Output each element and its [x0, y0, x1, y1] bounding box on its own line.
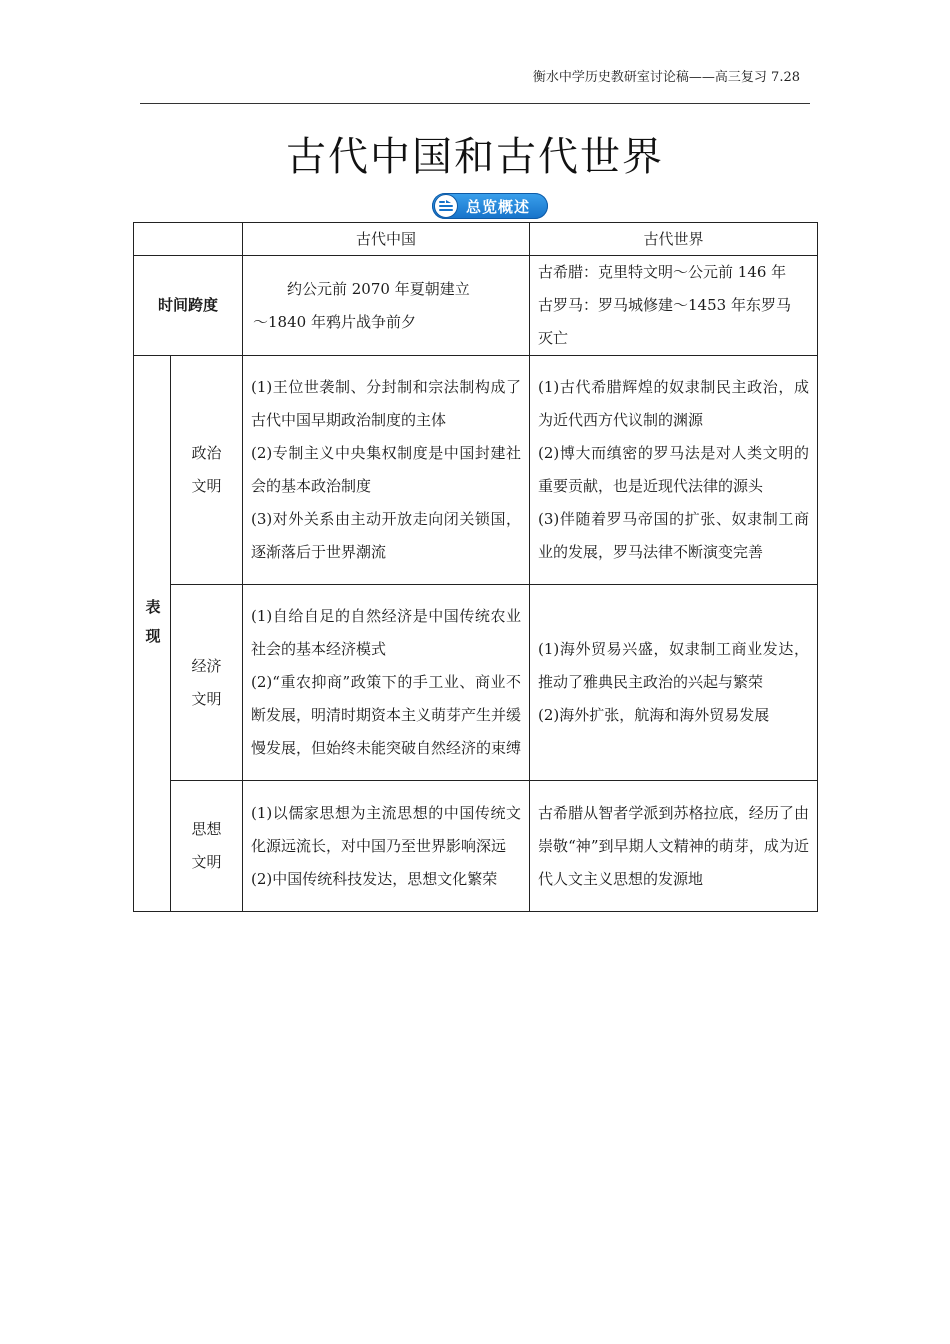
- economic-china-item: (1)自给自足的自然经济是中国传统农业社会的基本经济模式: [251, 607, 521, 658]
- table-header-row: [134, 223, 818, 256]
- time-span-china: [243, 256, 530, 356]
- political-row: [134, 356, 818, 585]
- header-ancient-world: 古代世界: [530, 223, 818, 256]
- overview-badge-label: 总览概述: [466, 197, 531, 216]
- economic-label: [171, 585, 243, 781]
- economic-row: [134, 585, 818, 781]
- time-span-world: [530, 256, 818, 356]
- time-span-world-line: 古希腊：克里特文明～公元前 146 年: [538, 263, 787, 281]
- political-china: [243, 356, 530, 585]
- political-label: [171, 356, 243, 585]
- header-note: 衡水中学历史教研室讨论稿——高三复习 7.28: [532, 70, 800, 85]
- overview-badge: [432, 193, 548, 219]
- time-span-row: [134, 256, 818, 356]
- political-world-item: (2)博大而缜密的罗马法是对人类文明的重要贡献，也是近现代法律的源头: [538, 444, 809, 495]
- time-span-china-line: 约公元前 2070 年夏朝建立: [287, 279, 470, 298]
- list-icon: [434, 194, 458, 218]
- political-label-text: 政治文明: [191, 444, 222, 495]
- performance-group-label: [134, 356, 171, 912]
- economic-china-item: (2)“重农抑商”政策下的手工业、商业不断发展，明清时期资本主义萌芽产生并缓慢发展，但始终未能突破自然经济的束缚: [251, 673, 522, 757]
- economic-label-text: 经济文明: [191, 656, 222, 708]
- political-world: [530, 356, 818, 585]
- economic-world: [530, 585, 818, 781]
- thought-china: [243, 781, 530, 912]
- header-divider: [140, 103, 810, 104]
- time-span-label: 时间跨度: [134, 256, 243, 356]
- political-world-item: (3)伴随着罗马帝国的扩张、奴隶制工商业的发展，罗马法律不断演变完善: [538, 510, 809, 561]
- thought-label: [171, 781, 243, 912]
- thought-china-item: (1)以儒家思想为主流思想的中国传统文化源远流长，对中国乃至世界影响深远: [251, 803, 521, 855]
- time-span-world-line: 古罗马：罗马城修建～1453 年东罗马: [538, 296, 791, 314]
- comparison-table: [133, 222, 818, 912]
- thought-row: [134, 781, 818, 912]
- economic-china: [243, 585, 530, 781]
- thought-china-item: (2)中国传统科技发达，思想文化繁荣: [251, 869, 498, 888]
- header-ancient-china: 古代中国: [243, 223, 530, 256]
- thought-world-item: 古希腊从智者学派到苏格拉底，经历了由崇敬“神”到早期人文精神的萌芽，成为近代人文主义思想的发源地: [538, 803, 809, 888]
- time-span-china-line: ～1840 年鸦片战争前夕: [253, 312, 416, 331]
- political-china-item: (3)对外关系由主动开放走向闭关锁国，逐渐落后于世界潮流: [251, 510, 521, 561]
- thought-label-text: 思想文明: [191, 820, 222, 871]
- political-china-item: (2)专制主义中央集权制度是中国封建社会的基本政治制度: [251, 444, 521, 495]
- page-title: 古代中国和古代世界: [286, 134, 664, 180]
- political-world-item: (1)古代希腊辉煌的奴隶制民主政治，成为近代西方代议制的渊源: [538, 378, 809, 429]
- economic-world-item: (2)海外扩张，航海和海外贸易发展: [538, 706, 770, 724]
- political-china-item: (1)王位世袭制、分封制和宗法制构成了古代中国早期政治制度的主体: [251, 378, 521, 429]
- time-span-world-line: 灭亡: [538, 329, 569, 347]
- thought-world: [530, 781, 818, 912]
- header-empty-cell: [134, 223, 243, 256]
- performance-label-text: 表现: [143, 598, 162, 657]
- economic-world-item: (1)海外贸易兴盛，奴隶制工商业发达，推动了雅典民主政治的兴起与繁荣: [538, 640, 809, 691]
